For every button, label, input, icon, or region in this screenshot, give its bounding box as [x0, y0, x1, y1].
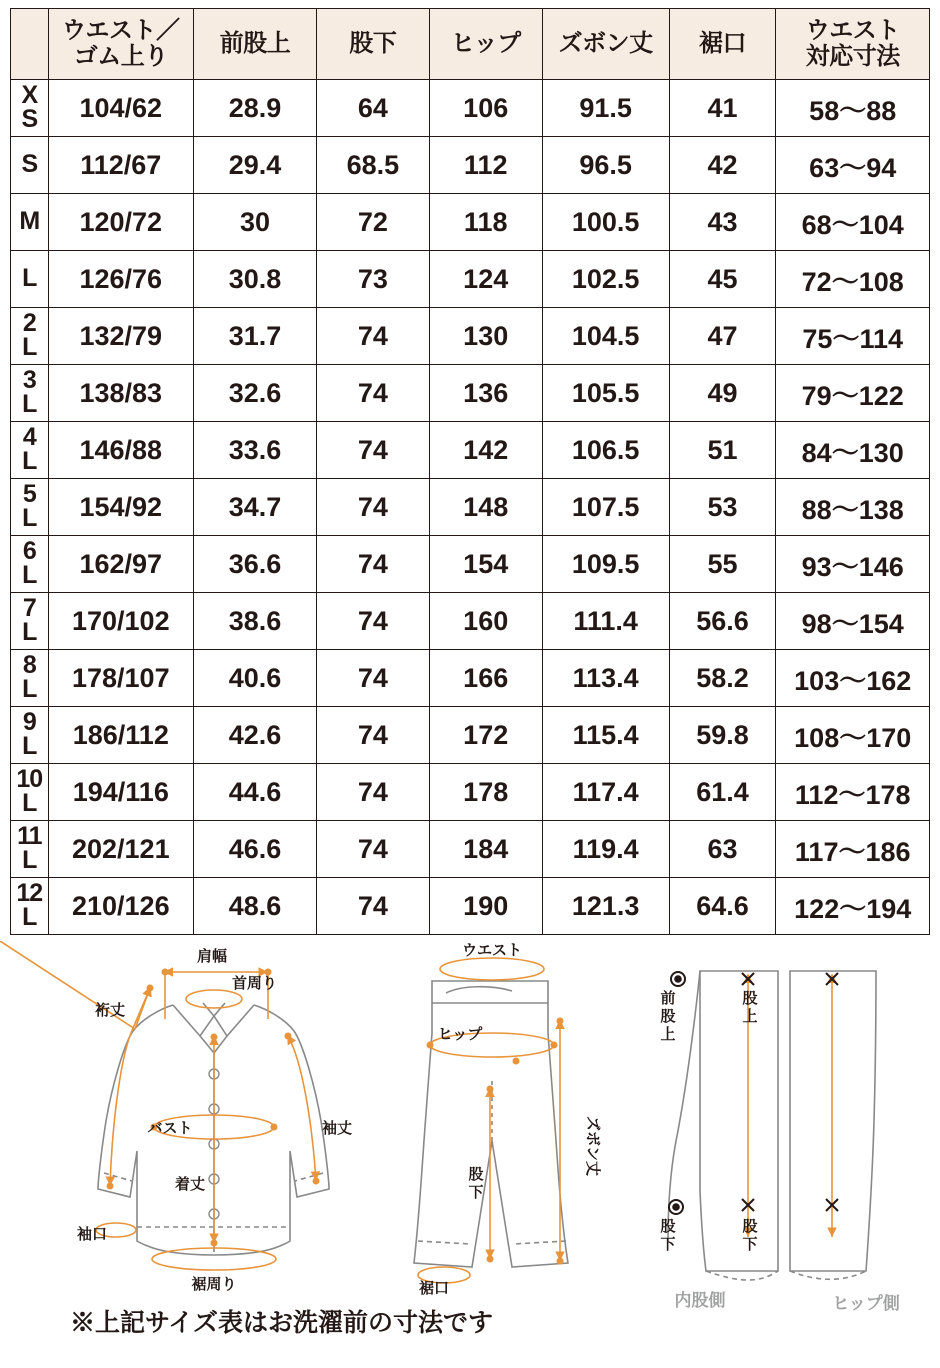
cell-hip: 142 — [429, 422, 542, 479]
illustration-svg — [0, 941, 940, 1341]
cell-inseam: 74 — [316, 536, 429, 593]
label-front-rise-2: 股 — [660, 1008, 676, 1025]
cell-pants-length: 111.4 — [542, 593, 669, 650]
cell-inseam: 74 — [316, 422, 429, 479]
label-back-rise-2: 上 — [742, 1008, 758, 1025]
cell-hem: 58.2 — [669, 650, 776, 707]
cell-hem: 42 — [669, 137, 776, 194]
cell-front-rise: 46.6 — [193, 821, 316, 878]
cell-waist: 126/76 — [48, 251, 193, 308]
cell-inseam: 74 — [316, 821, 429, 878]
cell-pants-length: 121.3 — [542, 878, 669, 935]
cell-waist: 186/112 — [48, 707, 193, 764]
cell-size-label — [11, 137, 49, 194]
label-shoulder-width: 肩幅 — [196, 948, 228, 965]
size-label-part: M — [19, 207, 40, 236]
table-row — [11, 80, 930, 137]
label-back-inseam-2: 下 — [742, 1236, 758, 1253]
cell-waist: 162/97 — [48, 536, 193, 593]
label-hip-side: ヒップ側 — [832, 1294, 900, 1313]
cell-front-rise: 30 — [193, 194, 316, 251]
label-sleeve-length: 袖丈 — [321, 1120, 353, 1137]
size-label-part: L — [22, 618, 37, 646]
table-header-row — [11, 9, 930, 80]
cell-waist: 210/126 — [48, 878, 193, 935]
cell-size-label — [11, 422, 49, 479]
label-pants-inseam-2: 下 — [468, 1184, 484, 1201]
cell-inseam: 74 — [316, 365, 429, 422]
size-label-part: 10 — [16, 765, 43, 794]
label-inner-side: 内股側 — [674, 1291, 726, 1310]
table-row — [11, 707, 930, 764]
cell-front-rise: 38.6 — [193, 593, 316, 650]
size-label-part: L — [22, 732, 37, 760]
label-bust: バスト — [147, 1120, 193, 1137]
size-label-part: L — [22, 675, 37, 703]
label-pants-inseam-1: 股 — [468, 1166, 484, 1183]
size-label-part: 3 — [22, 366, 36, 395]
column-header-corner — [11, 9, 49, 80]
column-header-waist — [48, 9, 193, 80]
cell-front-rise: 34.7 — [193, 479, 316, 536]
cell-pants-length: 107.5 — [542, 479, 669, 536]
cell-front-rise: 36.6 — [193, 536, 316, 593]
column-header-inseam: 股下 — [316, 9, 429, 80]
cell-fit-range: 79〜122 — [776, 365, 930, 422]
column-header-hem: 裾口 — [669, 9, 776, 80]
size-label-part: 2 — [22, 309, 36, 338]
column-header-waist-line1: ウエスト／ — [62, 16, 180, 44]
cell-size-label — [11, 878, 49, 935]
pants-measure-dots — [427, 1018, 564, 1265]
table-row — [11, 821, 930, 878]
table-row — [11, 878, 930, 935]
cell-waist: 202/121 — [48, 821, 193, 878]
cell-inseam: 74 — [316, 650, 429, 707]
cell-hip: 166 — [429, 650, 542, 707]
cell-pants-length: 96.5 — [542, 137, 669, 194]
cell-hem: 45 — [669, 251, 776, 308]
label-front-rise-1: 前 — [660, 990, 676, 1007]
cell-inseam: 74 — [316, 764, 429, 821]
size-label-part: 5 — [22, 480, 36, 509]
cell-hem: 53 — [669, 479, 776, 536]
cell-hem: 61.4 — [669, 764, 776, 821]
label-front-rise-3: 上 — [660, 1026, 676, 1043]
cell-size-label — [11, 536, 49, 593]
size-label-part: L — [22, 789, 37, 817]
size-label-part: L — [22, 264, 37, 293]
table-row — [11, 593, 930, 650]
table-row — [11, 194, 930, 251]
size-label-part: L — [22, 390, 37, 418]
cell-hem: 56.6 — [669, 593, 776, 650]
cell-pants-length: 104.5 — [542, 308, 669, 365]
label-sleeve-reach: 裄丈 — [94, 1002, 126, 1019]
cell-pants-length: 106.5 — [542, 422, 669, 479]
size-label-part: 12 — [16, 879, 43, 908]
cell-size-label — [11, 593, 49, 650]
cell-fit-range: 108〜170 — [776, 707, 930, 764]
cell-hip: 160 — [429, 593, 542, 650]
cell-fit-range: 93〜146 — [776, 536, 930, 593]
cell-front-rise: 40.6 — [193, 650, 316, 707]
size-label-part: 4 — [22, 423, 36, 452]
cell-waist: 178/107 — [48, 650, 193, 707]
cell-front-rise: 30.8 — [193, 251, 316, 308]
cell-hip: 106 — [429, 80, 542, 137]
cell-size-label — [11, 764, 49, 821]
label-pants-length: ズボン丈 — [584, 1115, 601, 1177]
cell-front-rise: 48.6 — [193, 878, 316, 935]
cell-pants-length: 91.5 — [542, 80, 669, 137]
cell-front-rise: 44.6 — [193, 764, 316, 821]
cell-fit-range: 63〜94 — [776, 137, 930, 194]
cell-hip: 190 — [429, 878, 542, 935]
table-row — [11, 422, 930, 479]
cell-size-label — [11, 821, 49, 878]
size-label-part: S — [21, 105, 38, 133]
cell-hem: 64.6 — [669, 878, 776, 935]
label-front-inseam-1: 股 — [660, 1218, 676, 1235]
cell-hip: 118 — [429, 194, 542, 251]
cell-fit-range: 112〜178 — [776, 764, 930, 821]
cell-pants-length: 119.4 — [542, 821, 669, 878]
column-header-fit-range — [776, 9, 930, 80]
column-header-front-rise: 前股上 — [193, 9, 316, 80]
label-cuff: 袖口 — [76, 1226, 108, 1243]
table-row — [11, 536, 930, 593]
cell-inseam: 74 — [316, 479, 429, 536]
cell-fit-range: 75〜114 — [776, 308, 930, 365]
cell-waist: 154/92 — [48, 479, 193, 536]
cell-front-rise: 32.6 — [193, 365, 316, 422]
cell-waist: 120/72 — [48, 194, 193, 251]
label-back-inseam-1: 股 — [742, 1218, 758, 1235]
cell-size-label — [11, 365, 49, 422]
cell-inseam: 72 — [316, 194, 429, 251]
pants-illustration — [414, 981, 568, 1267]
cell-fit-range: 58〜88 — [776, 80, 930, 137]
cell-hip: 124 — [429, 251, 542, 308]
cell-size-label — [11, 80, 49, 137]
size-label-part: 8 — [22, 651, 36, 680]
size-label-part: 7 — [22, 594, 36, 623]
table-row — [11, 764, 930, 821]
pre-wash-note: ※上記サイズ表はお洗濯前の寸法です — [70, 1309, 494, 1337]
cell-fit-range: 84〜130 — [776, 422, 930, 479]
size-label-part: S — [21, 150, 38, 179]
size-label-part: 9 — [22, 708, 36, 737]
cell-size-label — [11, 479, 49, 536]
size-label-part: L — [22, 846, 37, 874]
cell-hip: 184 — [429, 821, 542, 878]
cell-hem: 41 — [669, 80, 776, 137]
cell-inseam: 68.5 — [316, 137, 429, 194]
column-header-fit-line1: ウエスト — [805, 16, 900, 44]
table-row — [11, 251, 930, 308]
label-front-inseam-2: 下 — [660, 1236, 676, 1253]
size-label-part: X — [21, 81, 38, 110]
table-row — [11, 479, 930, 536]
cell-front-rise: 42.6 — [193, 707, 316, 764]
label-hem-round: 裾周り — [191, 1276, 237, 1293]
cell-fit-range: 88〜138 — [776, 479, 930, 536]
pants-measure-lines — [418, 958, 560, 1283]
size-table — [10, 8, 930, 935]
size-label-part: L — [22, 504, 37, 532]
cell-pants-length: 113.4 — [542, 650, 669, 707]
cell-inseam: 73 — [316, 251, 429, 308]
measurement-illustrations — [0, 941, 940, 1341]
cell-pants-length: 115.4 — [542, 707, 669, 764]
cell-hem: 59.8 — [669, 707, 776, 764]
cell-hip: 112 — [429, 137, 542, 194]
label-neck: 首周り — [232, 975, 278, 992]
cell-inseam: 74 — [316, 308, 429, 365]
rise-illustration — [668, 971, 876, 1280]
cell-size-label — [11, 707, 49, 764]
cell-waist: 132/79 — [48, 308, 193, 365]
cell-pants-length: 109.5 — [542, 536, 669, 593]
cell-front-rise: 33.6 — [193, 422, 316, 479]
table-row — [11, 308, 930, 365]
cell-fit-range: 103〜162 — [776, 650, 930, 707]
pants-labels — [418, 942, 601, 1297]
cell-hip: 130 — [429, 308, 542, 365]
column-header-fit-line2: 対応寸法 — [805, 43, 900, 70]
label-pants-hem: 裾口 — [418, 1280, 450, 1297]
cell-pants-length: 105.5 — [542, 365, 669, 422]
jacket-measure-dots — [107, 969, 320, 1247]
cell-inseam: 74 — [316, 593, 429, 650]
cell-fit-range: 72〜108 — [776, 251, 930, 308]
label-body-length: 着丈 — [174, 1176, 205, 1193]
size-label-part: L — [22, 903, 37, 931]
cell-waist: 170/102 — [48, 593, 193, 650]
cell-front-rise: 29.4 — [193, 137, 316, 194]
cell-hip: 148 — [429, 479, 542, 536]
cell-front-rise: 31.7 — [193, 308, 316, 365]
table-row — [11, 365, 930, 422]
cell-front-rise: 28.9 — [193, 80, 316, 137]
column-header-hip: ヒップ — [429, 9, 542, 80]
cell-fit-range: 117〜186 — [776, 821, 930, 878]
table-row — [11, 650, 930, 707]
cell-size-label — [11, 194, 49, 251]
size-label-part: 6 — [22, 537, 36, 566]
cell-waist: 112/67 — [48, 137, 193, 194]
cell-fit-range: 68〜104 — [776, 194, 930, 251]
size-label-part: L — [22, 561, 37, 589]
cell-fit-range: 122〜194 — [776, 878, 930, 935]
cell-hip: 178 — [429, 764, 542, 821]
size-label-part: 11 — [17, 822, 42, 851]
table-row — [11, 137, 930, 194]
size-label-part: L — [22, 333, 37, 361]
cell-size-label — [11, 650, 49, 707]
cell-inseam: 64 — [316, 80, 429, 137]
label-pants-hip: ヒップ — [437, 1026, 483, 1043]
cell-inseam: 74 — [316, 878, 429, 935]
cell-pants-length: 100.5 — [542, 194, 669, 251]
cell-size-label — [11, 308, 49, 365]
cell-hem: 47 — [669, 308, 776, 365]
size-chart-page — [0, 8, 940, 1368]
cell-pants-length: 117.4 — [542, 764, 669, 821]
cell-waist: 138/83 — [48, 365, 193, 422]
size-label-part: L — [22, 447, 37, 475]
column-header-waist-line2: ゴム上り — [73, 43, 168, 70]
cell-hem: 55 — [669, 536, 776, 593]
table-header — [11, 9, 930, 80]
cell-hip: 172 — [429, 707, 542, 764]
cell-hem: 49 — [669, 365, 776, 422]
cell-hem: 63 — [669, 821, 776, 878]
cell-waist: 194/116 — [48, 764, 193, 821]
cell-inseam: 74 — [316, 707, 429, 764]
label-back-rise-1: 股 — [742, 990, 758, 1007]
cell-waist: 104/62 — [48, 80, 193, 137]
cell-size-label — [11, 251, 49, 308]
cell-hem: 51 — [669, 422, 776, 479]
column-header-pants-length: ズボン丈 — [542, 9, 669, 80]
cell-pants-length: 102.5 — [542, 251, 669, 308]
label-pants-waist: ウエスト — [461, 942, 523, 959]
cell-hip: 154 — [429, 536, 542, 593]
cell-hem: 43 — [669, 194, 776, 251]
table-body — [11, 80, 930, 935]
cell-waist: 146/88 — [48, 422, 193, 479]
cell-fit-range: 98〜154 — [776, 593, 930, 650]
rise-labels — [660, 989, 899, 1313]
cell-hip: 136 — [429, 365, 542, 422]
